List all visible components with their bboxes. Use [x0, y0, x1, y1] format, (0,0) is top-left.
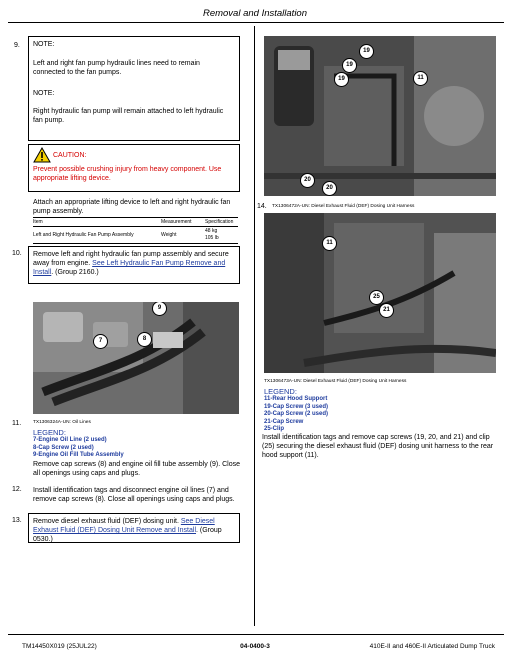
- footer-product: 410E-II and 460E-II Articulated Dump Truck: [369, 643, 495, 650]
- table-header: Specification: [205, 219, 234, 225]
- callout-19: 19: [334, 72, 349, 87]
- harness-illustration: [264, 36, 496, 196]
- callout-19: 19: [359, 44, 374, 59]
- table-rule: [33, 226, 238, 227]
- figure-caption: TX1306472A-UN: Diesel Exhaust Fluid (DEF) Dosing Unit Harness: [272, 204, 415, 209]
- note-text: Right hydraulic fan pump will remain attached to left hydraulic fan pump.: [33, 108, 224, 124]
- instruction-text: Attach an appropriate lifting device to left and right hydraulic fan pump assembly.: [33, 199, 231, 215]
- step-number: 13.: [12, 517, 22, 524]
- table-cell: 48 kg: [205, 228, 218, 234]
- legend-title: LEGEND:: [264, 387, 297, 396]
- instruction-text: Remove cap screws (8) and engine oil fill tube assembly (9). Close all openings using caps and plugs.: [33, 461, 240, 477]
- step-number: 11.: [12, 420, 22, 427]
- def-harness-photo-1: [264, 36, 496, 196]
- page-title: Removal and Installation: [202, 8, 308, 19]
- step-number: 12.: [12, 486, 22, 493]
- callout-20: 20: [300, 173, 315, 188]
- table-cell: Left and Right Hydraulic Fan Pump Assembly: [33, 232, 134, 238]
- legend-item: 25-Clip: [264, 426, 285, 432]
- table-cell: 105 lb: [205, 235, 219, 241]
- figure-caption: TX1306324A-UN: Oil Lines: [33, 420, 91, 425]
- footer-page-number: 04-0400-3: [240, 643, 270, 650]
- legend-item: 7-Engine Oil Line (2 used): [33, 437, 107, 443]
- step-number: 9.: [14, 42, 20, 49]
- callout-8: 8: [137, 332, 152, 347]
- step-text: [33, 517, 237, 544]
- figure-caption: TX1306473A-UN: Diesel Exhaust Fluid (DEF) Dosing Unit Harness: [264, 379, 407, 384]
- legend-item: 20-Cap Screw (2 used): [264, 411, 329, 417]
- table-rule: [33, 217, 238, 218]
- callout-7: 7: [93, 334, 108, 349]
- step-text: Install identification tags and disconnect engine oil lines (7) and remove cap screws (8). Close all openings using caps and plugs.: [33, 487, 235, 503]
- note-label: NOTE:: [33, 41, 55, 48]
- table-cell: Weight: [161, 232, 177, 238]
- table-header: Measurement: [161, 219, 192, 225]
- step-text-suffix: . (Group 2160.): [51, 269, 99, 276]
- step-box: [28, 513, 240, 543]
- note-box: [28, 36, 240, 141]
- step-text-suffix: . (Group 0530.): [33, 527, 222, 543]
- caution-box: [28, 144, 240, 192]
- table-header: Item: [33, 219, 43, 225]
- step-number: 14.: [257, 203, 267, 210]
- callout-25: 25: [369, 290, 384, 305]
- instruction-text: Install identification tags and remove cap screws (19, 20, and 21) and clip (25) securing the diesel exhaust fluid (DEF) dosing unit harness to the rear hood support (11).: [262, 434, 494, 459]
- step-text-main: Remove diesel exhaust fluid (DEF) dosing unit.: [33, 518, 179, 525]
- procedure-link[interactable]: See Left Hydraulic Fan Pump Remove and Install: [33, 260, 226, 276]
- legend-item: 11-Rear Hood Support: [264, 396, 328, 402]
- callout-9: 9: [152, 302, 167, 316]
- step-text: [33, 250, 237, 277]
- legend-item: 19-Cap Screw (3 used): [264, 403, 329, 410]
- step-number: 10.: [12, 250, 22, 257]
- caution-text: Prevent possible crushing injury from heavy component. Use appropriate lifting device.: [33, 166, 222, 182]
- table-rule: [33, 243, 238, 244]
- engine-illustration: [33, 302, 239, 414]
- legend-item: 9-Engine Oil Fill Tube Assembly: [33, 452, 124, 458]
- callout-21: 21: [379, 303, 394, 318]
- step-text-main: Remove left and right hydraulic fan pump assembly and secure away from engine.: [33, 251, 229, 267]
- callout-19: 19: [342, 58, 357, 73]
- callout-20: 20: [322, 181, 337, 196]
- procedure-link[interactable]: See Diesel Exhaust Fluid (DEF) Dosing Unit Remove and Install: [33, 518, 215, 534]
- step-box: [28, 246, 240, 284]
- footer-doc-id: TM14450X019 (25JUL22): [22, 643, 97, 650]
- oil-lines-photo: [33, 302, 239, 414]
- column-divider: [254, 26, 255, 626]
- footer-rule: [8, 634, 504, 635]
- callout-11: 11: [413, 71, 428, 86]
- header-rule: [8, 22, 504, 23]
- note-text: Left and right fan pump hydraulic lines need to remain connected to the fan pumps.: [33, 60, 200, 76]
- def-harness-photo-2: [264, 213, 496, 373]
- caution-label: CAUTION:: [53, 152, 87, 159]
- legend-item: 8-Cap Screw (2 used): [33, 444, 94, 451]
- legend-item: 21-Cap Screw: [264, 418, 304, 425]
- legend-title: LEGEND:: [33, 428, 66, 437]
- warning-icon: [33, 147, 51, 163]
- callout-11: 11: [322, 236, 337, 251]
- note-label: NOTE:: [33, 90, 55, 97]
